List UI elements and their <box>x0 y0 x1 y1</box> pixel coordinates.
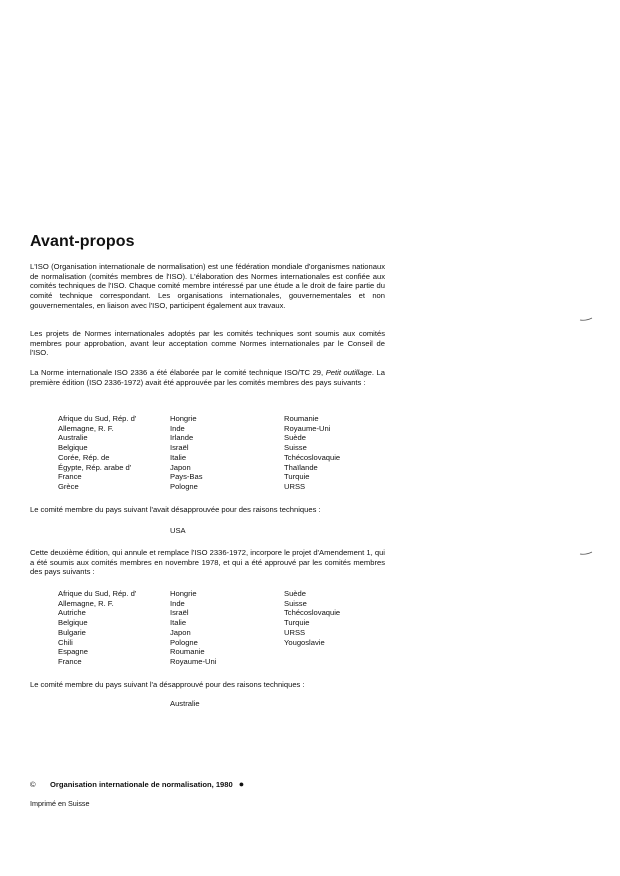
country-name: Allemagne, R. F. <box>58 598 114 608</box>
first-edition-paragraph <box>30 368 385 387</box>
country-column-2 <box>170 589 216 667</box>
country-name: Pologne <box>170 637 198 647</box>
country-name: Japon <box>170 627 191 637</box>
country-name: URSS <box>284 627 306 637</box>
country-name: Corée, Rép. de <box>58 452 110 462</box>
country-name: Royaume-Uni <box>284 423 331 433</box>
printed-in-note: Imprimé en Suisse <box>30 799 90 808</box>
second-edition-disapproval-paragraph: Le comité membre du pays suivant l'a désapprouvé pour des raisons techniques : <box>30 680 305 689</box>
country-name: Tchécoslovaquie <box>284 452 341 462</box>
country-name: Australie <box>58 433 88 443</box>
first-edition-text-start: La Norme internationale ISO 2336 a été élaborée par le comité technique ISO/TC 29, <box>30 368 326 377</box>
country-name: Italie <box>170 618 187 628</box>
second-edition-disapproving-country: Australie <box>170 699 200 708</box>
committee-title: Petit outillage <box>325 368 372 377</box>
country-name: Espagne <box>58 647 88 657</box>
country-name: Tchécoslovaquie <box>284 608 341 618</box>
country-name: Pologne <box>170 481 198 491</box>
country-name: Japon <box>170 462 191 472</box>
country-name: Allemagne, R. F. <box>58 423 114 433</box>
country-name: Inde <box>170 423 185 433</box>
country-column-1 <box>58 414 136 492</box>
country-name: Pays-Bas <box>170 472 203 482</box>
country-name: Israël <box>170 608 189 618</box>
first-edition-disapproving-country: USA <box>170 526 186 535</box>
country-name: Turquie <box>284 472 310 482</box>
first-edition-disapproval-paragraph: Le comité membre du pays suivant l'avait désapprouvée pour des raisons techniques : <box>30 505 321 514</box>
country-name: Suède <box>284 433 306 443</box>
country-column-2 <box>170 414 203 492</box>
country-name: Irlande <box>170 433 194 443</box>
country-name: Chili <box>58 637 73 647</box>
page-title: Avant-propos <box>30 233 135 250</box>
copyright-line <box>30 779 244 790</box>
country-name: Israël <box>170 443 189 453</box>
country-name: Bulgarie <box>58 627 86 637</box>
first-edition-text-end: . La première édition (ISO 2336-1972) avait été approuvée par les comités membres des pays suivants : <box>30 368 385 387</box>
country-name: Grèce <box>58 481 79 491</box>
country-name: Égypte, Rép. arabe d' <box>58 462 132 472</box>
country-name: Belgique <box>58 443 88 453</box>
country-name: Afrique du Sud, Rép. d' <box>58 414 137 423</box>
country-name: Roumanie <box>284 414 319 423</box>
country-name: Turquie <box>284 618 310 628</box>
country-column-3 <box>284 589 340 647</box>
country-column-3 <box>284 414 340 492</box>
margin-mark-icon <box>579 316 593 322</box>
copyright-text: Organisation internationale de normalisation, 1980 <box>50 780 233 789</box>
country-name: France <box>58 472 82 482</box>
country-name: Italie <box>170 452 187 462</box>
country-name: Yougoslavie <box>284 637 325 647</box>
country-name: Belgique <box>58 618 88 628</box>
country-name: Suisse <box>284 443 307 453</box>
second-edition-paragraph: Cette deuxième édition, qui annule et remplace l'ISO 2336-1972, incorpore le projet d'Amendement 1, qui a été soumis aux comités membres en novembre 1978, et qui a été approuvé par les comités membres des pays suivants : <box>30 548 385 577</box>
country-name: Hongrie <box>170 589 197 598</box>
margin-mark-icon <box>579 550 593 556</box>
country-name: Autriche <box>58 608 86 618</box>
approval-paragraph: Les projets de Normes internationales adoptés par les comités techniques sont soumis aux comités membres pour approbation, avant leur acceptation comme Normes internationales par le Conseil de l'ISO. <box>30 329 385 358</box>
copyright-icon: © <box>30 780 36 789</box>
country-name: Thaïlande <box>284 462 318 472</box>
country-name: Roumanie <box>170 647 205 657</box>
country-name: URSS <box>284 481 306 491</box>
country-column-1 <box>58 589 136 667</box>
intro-paragraph: L'ISO (Organisation internationale de normalisation) est une fédération mondiale d'organismes nationaux de normalisation (comités membres de l'ISO). L'élaboration des Normes internationales est confiée aux comités techniques de l'ISO. Chaque comité membre intéressé par une étude a le droit de faire partie du comité technique correspondant. Les organisations internationales, gouvernementales et non gouvernementales, en liaison avec l'ISO, participent également aux travaux. <box>30 262 385 310</box>
country-name: Suisse <box>284 598 307 608</box>
country-name: Royaume-Uni <box>170 656 217 666</box>
country-name: Inde <box>170 598 185 608</box>
country-name: Afrique du Sud, Rép. d' <box>58 589 137 598</box>
country-name: Hongrie <box>170 414 197 423</box>
country-name: France <box>58 656 82 666</box>
bullet-icon: ● <box>238 779 245 789</box>
country-name: Suède <box>284 589 306 598</box>
